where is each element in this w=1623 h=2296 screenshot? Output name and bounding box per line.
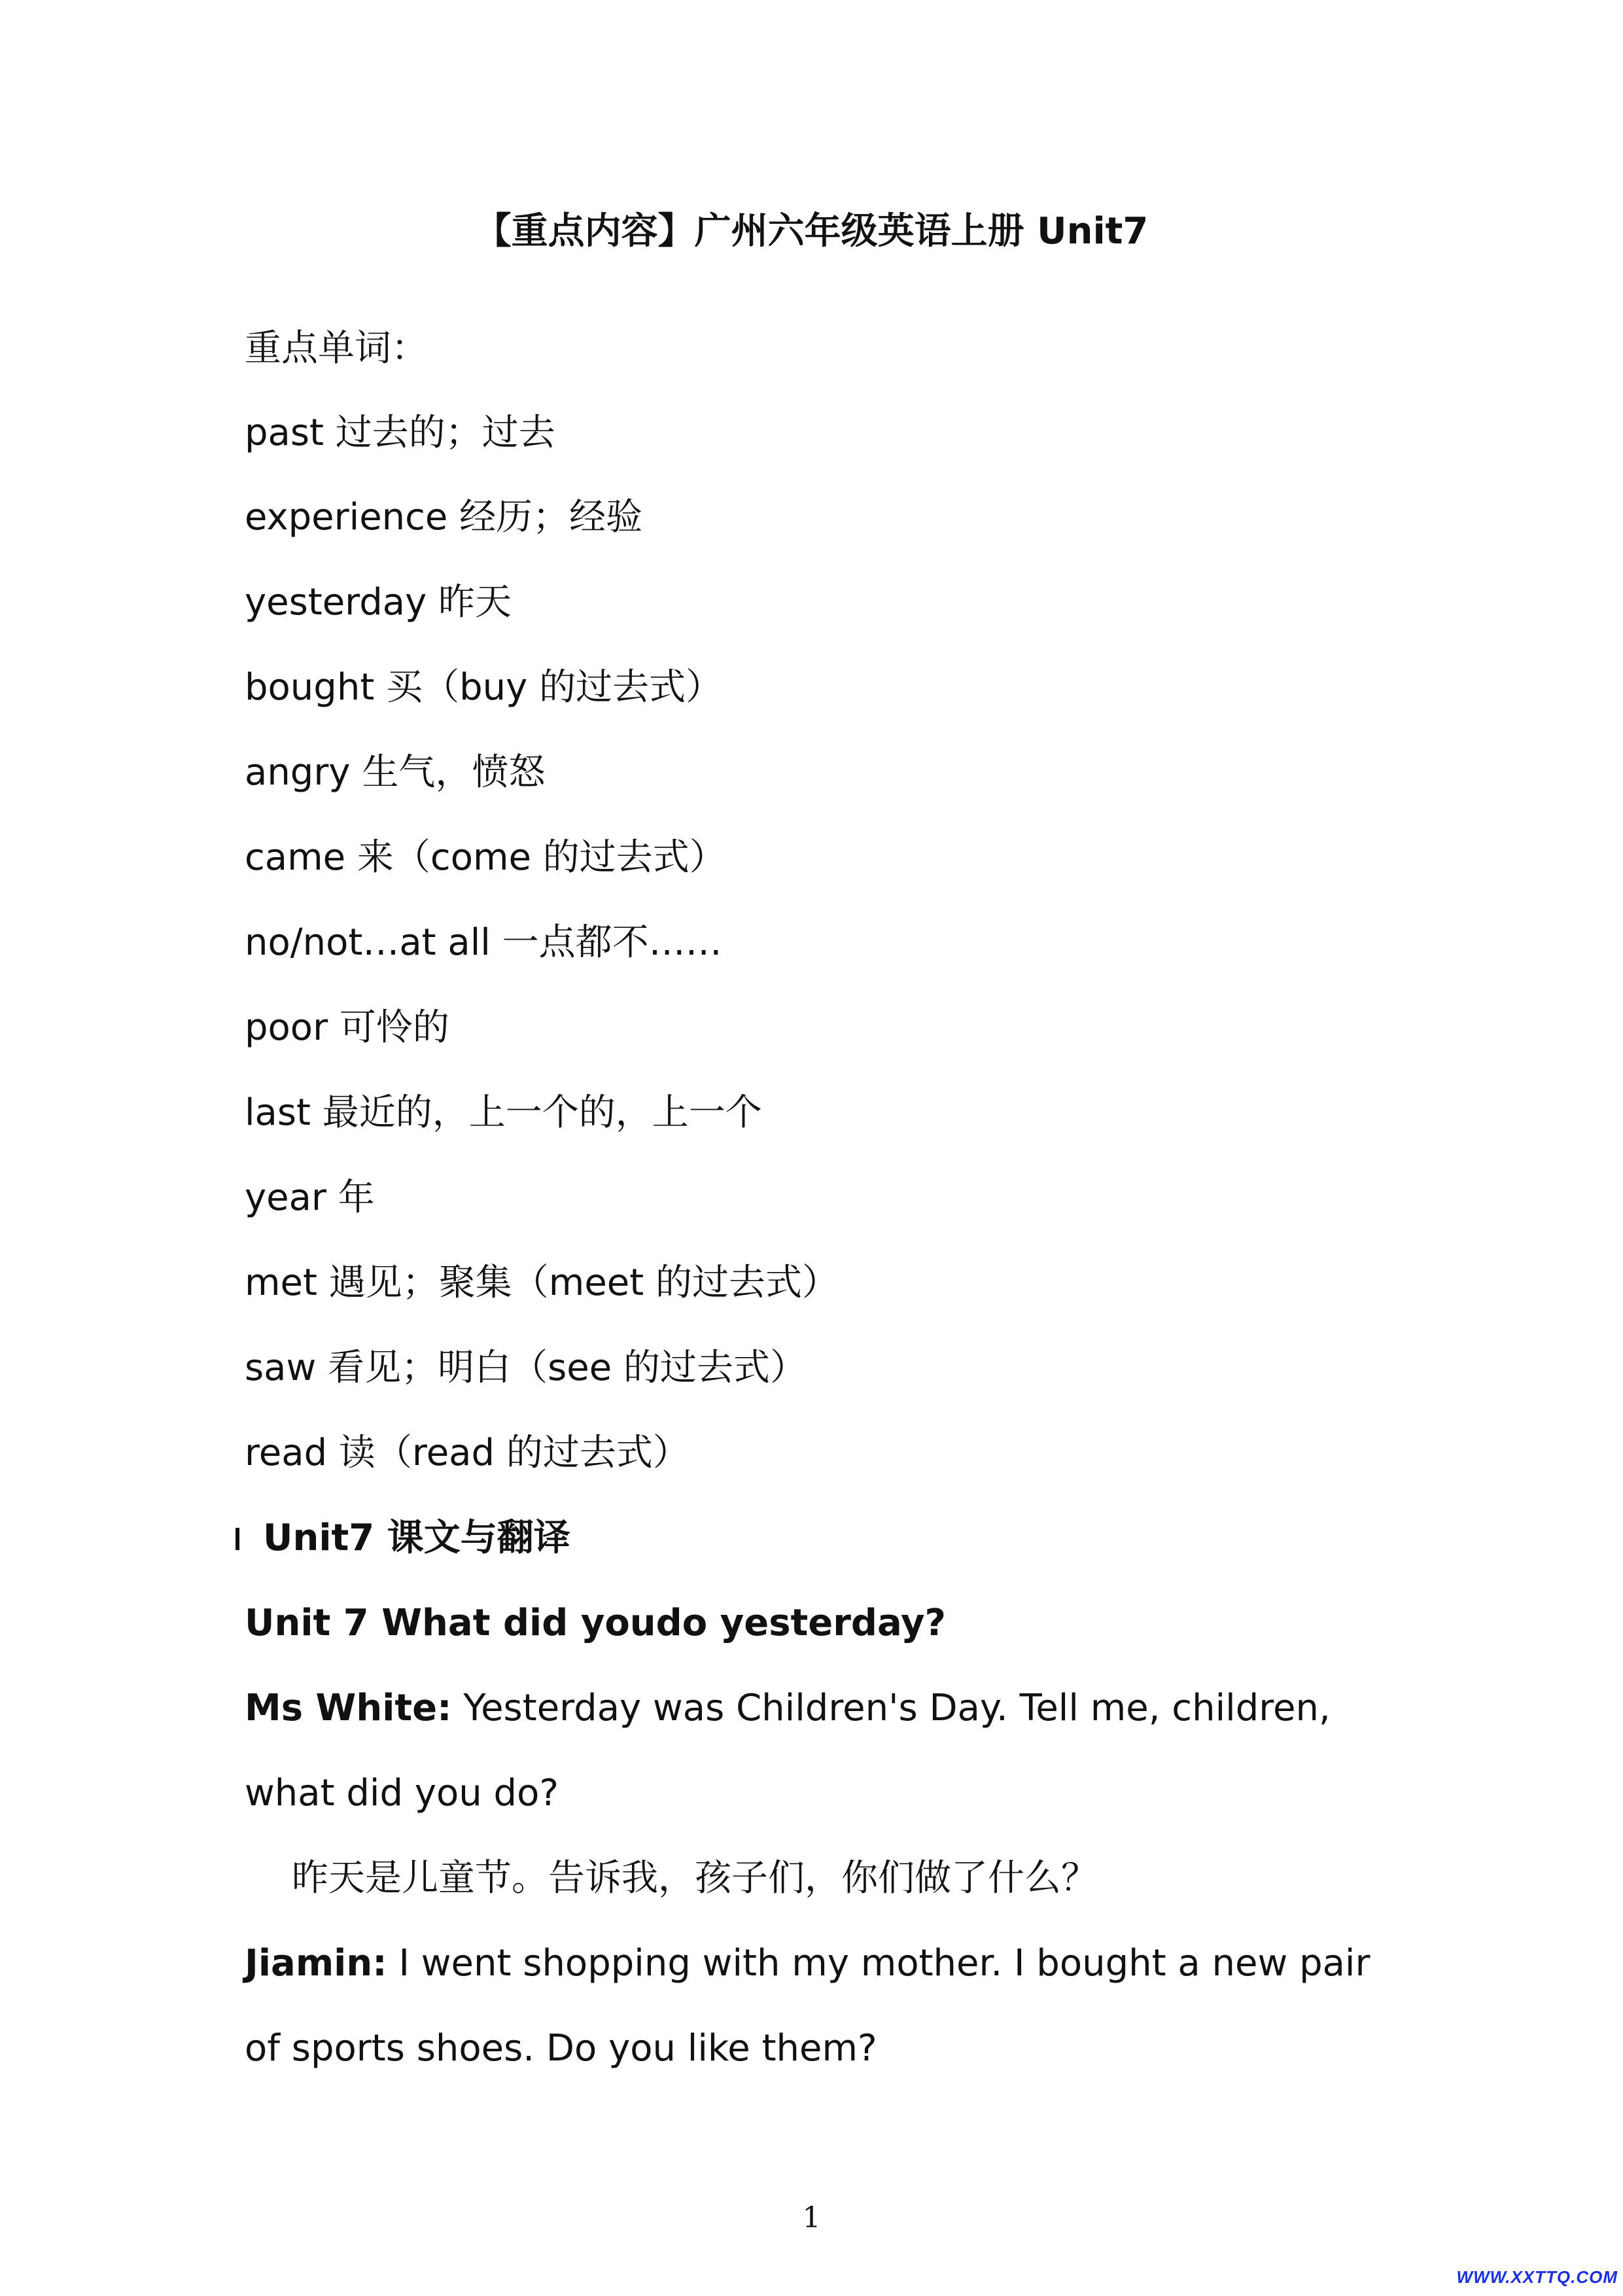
section-marker	[236, 1528, 239, 1550]
dialogue-text: I went shopping with my mother. I bought a new pair	[387, 1942, 1370, 1985]
vocab-item: experience 经历；经验	[245, 496, 643, 539]
watermark: WWW.XXTTQ.COM	[1456, 2267, 1618, 2287]
vocab-item: read 读（read 的过去式）	[245, 1432, 689, 1474]
document-title: 【重点内容】广州六年级英语上册 Unit7	[474, 210, 1149, 253]
vocab-item: yesterday 昨天	[245, 581, 512, 624]
vocab-item: angry 生气，愤怒	[245, 751, 546, 794]
vocab-heading: 重点单词：	[245, 327, 428, 370]
dialogue-line	[245, 1941, 1370, 1987]
vocab-item: poor 可怜的	[245, 1006, 449, 1049]
vocab-item: bought 买（buy 的过去式）	[245, 666, 723, 709]
vocab-item: came 来（come 的过去式）	[245, 836, 726, 879]
vocab-item: year 年	[245, 1176, 375, 1219]
vocab-item: past 过去的；过去	[245, 412, 555, 454]
page-number: 1	[802, 2201, 821, 2234]
dialogue-line: what did you do?	[245, 1772, 559, 1814]
speaker-name: Ms White:	[245, 1687, 452, 1729]
section-heading-text: Unit7 课文与翻译	[263, 1517, 570, 1559]
lesson-title: Unit 7 What did youdo yesterday?	[245, 1602, 947, 1644]
dialogue-translation: 昨天是儿童节。告诉我，孩子们，你们做了什么？	[292, 1857, 1098, 1899]
vocab-item: no/not…at all 一点都不……	[245, 921, 722, 964]
dialogue-line	[245, 1686, 1331, 1731]
vocab-item: met 遇见；聚集（meet 的过去式）	[245, 1262, 839, 1304]
dialogue-text: Yesterday was Children's Day. Tell me, children,	[451, 1687, 1331, 1729]
speaker-name: Jiamin:	[245, 1942, 387, 1985]
vocab-item: saw 看见；明白（see 的过去式）	[245, 1347, 807, 1389]
dialogue-line: of sports shoes. Do you like them?	[245, 2027, 877, 2070]
section-heading	[245, 1515, 570, 1561]
vocab-item: last 最近的，上一个的，上一个	[245, 1091, 762, 1134]
